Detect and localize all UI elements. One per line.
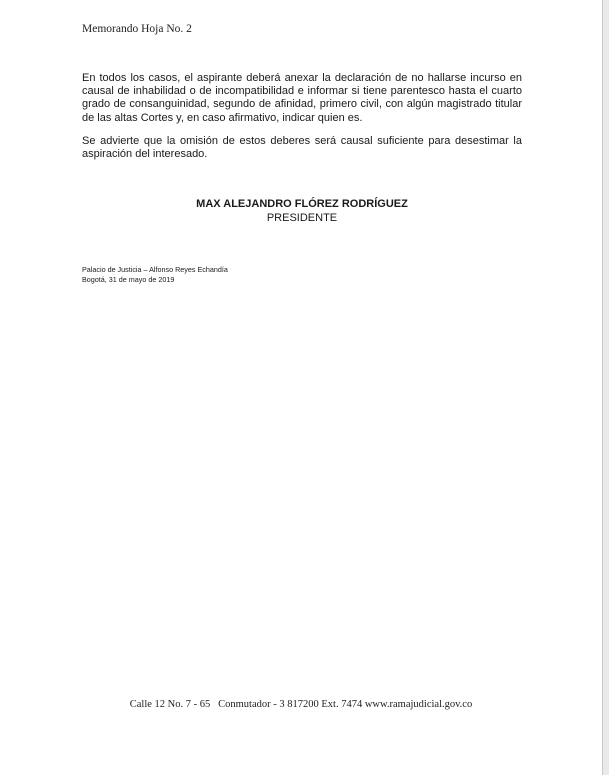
signature-block — [82, 198, 522, 225]
page-header: Memorando Hoja No. 2 — [82, 23, 192, 35]
place-date-block — [82, 265, 228, 285]
page-footer: Calle 12 No. 7 - 65 Conmutador - 3 817200 Ext. 7474 www.ramajudicial.gov.co — [129, 699, 473, 710]
place-location: Palacio de Justicia – Alfonso Reyes Echandía — [82, 265, 228, 274]
body-paragraph-2: Se advierte que la omisión de estos deberes será causal suficiente para desestimar la aspiración del interesado. — [82, 135, 522, 161]
signatory-role: PRESIDENTE — [266, 211, 338, 224]
body-paragraph-1: En todos los casos, el aspirante deberá anexar la declaración de no hallarse incurso en causal de inhabilidad o de incompatibilidad e informar si tiene parentesco hasta el cuarto grado de consanguinidad, segundo de afinidad, primero civil, con algún magistrado titular de las altas Cortes y, en caso afirmativo, indicar quien es. — [82, 72, 522, 124]
place-date: Bogotá, 31 de mayo de 2019 — [82, 275, 175, 284]
signatory-name: MAX ALEJANDRO FLÓREZ RODRÍGUEZ — [196, 198, 408, 210]
viewer-gutter — [603, 0, 609, 775]
